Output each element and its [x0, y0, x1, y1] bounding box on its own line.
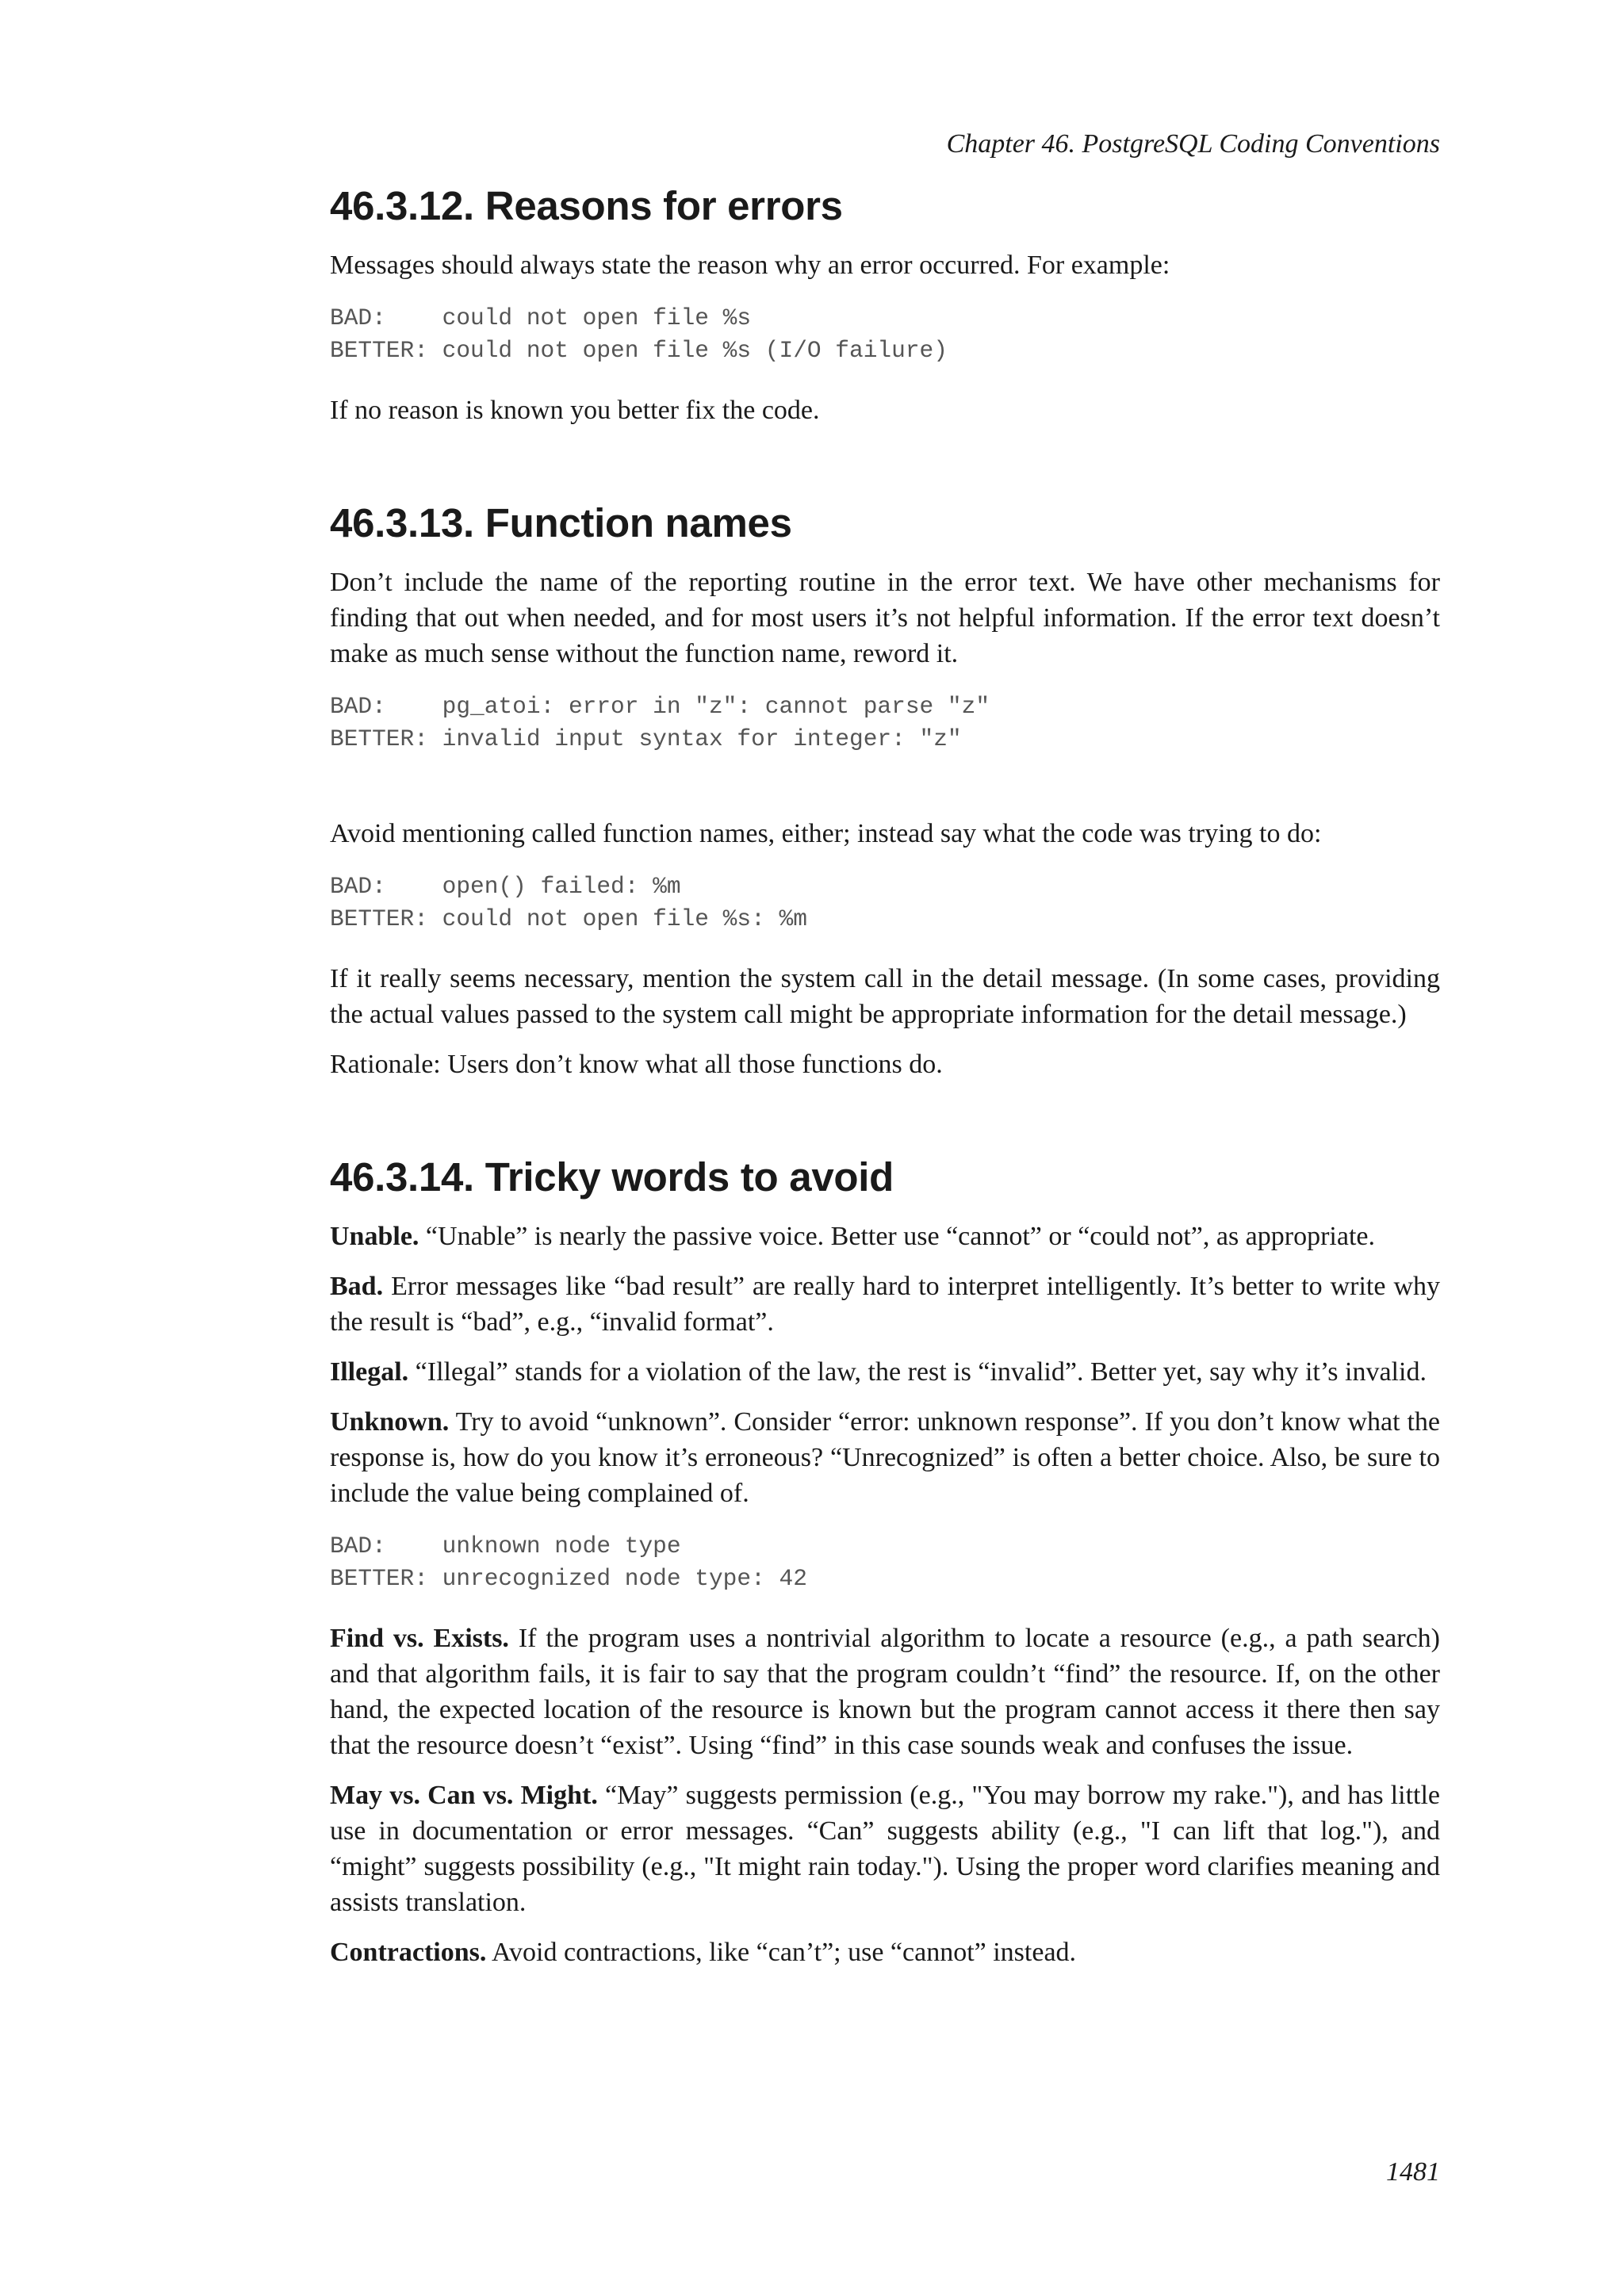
code-line: BETTER: could not open file %s: %m: [330, 905, 807, 932]
code-example: [330, 691, 1440, 756]
definition-text: Try to avoid “unknown”. Consider “error: unknown response”. If you don’t know what the response is, how do you know it’s erroneous? “Unrecognized” is often a better choice. Also, be sure to include the value being complained of.: [330, 1407, 1441, 1508]
code-line: BETTER: unrecognized node type: 42: [330, 1565, 807, 1592]
definition-item: [330, 1777, 1440, 1920]
section-tricky-words: [330, 1154, 1440, 1970]
section-heading: 46.3.12. Reasons for errors: [330, 183, 843, 228]
definition-term: Bad.: [330, 1272, 384, 1301]
definition-text: Error messages like “bad result” are really hard to interpret intelligently. It’s better to write why the result is “bad”, e.g., “invalid format”.: [330, 1272, 1440, 1337]
definition-item: [330, 1934, 1440, 1970]
code-example: [330, 302, 1440, 367]
code-line: BETTER: invalid input syntax for integer: "z": [330, 725, 962, 752]
definition-term: Contractions.: [330, 1938, 487, 1967]
definition-text: “Unable” is nearly the passive voice. Better use “cannot” or “could not”, as appropriate.: [425, 1222, 1375, 1251]
paragraph: Avoid mentioning called function names, either; instead say what the code was trying to do:: [330, 819, 1322, 848]
paragraph: If no reason is known you better fix the code.: [330, 396, 820, 425]
page-number: 1481: [1386, 2157, 1440, 2187]
paragraph: If it really seems necessary, mention the system call in the detail message. (In some cases, providing the actual values passed to the system call might be appropriate information for the detail message.): [330, 964, 1440, 1029]
definition-item: [330, 1269, 1440, 1340]
page-content: [330, 182, 1440, 1984]
code-line: BAD: open() failed: %m: [330, 873, 681, 900]
definition-item: [330, 1404, 1440, 1511]
paragraph: Don’t include the name of the reporting routine in the error text. We have other mechanisms for finding that out when needed, and for most users it’s not helpful information. If the error text doesn’t make as much sense without the function name, reword it.: [330, 568, 1440, 668]
definition-item: [330, 1219, 1440, 1254]
code-example: [330, 1530, 1440, 1595]
code-example: [330, 871, 1440, 936]
definition-term: Illegal.: [330, 1357, 409, 1387]
definition-text: Avoid contractions, like “can’t”; use “cannot” instead.: [492, 1938, 1077, 1967]
definition-term: Unable.: [330, 1222, 419, 1251]
section-heading: 46.3.13. Function names: [330, 500, 792, 545]
definition-item: [330, 1621, 1440, 1763]
definition-item: [330, 1354, 1440, 1390]
section-heading: 46.3.14. Tricky words to avoid: [330, 1154, 894, 1200]
definition-text: “May” suggests permission (e.g., "You may borrow my rake."), and has little use in documentation or error messages. “Can” suggests ability (e.g., "I can lift that log."), and “might” suggests possibility (e.g., "It might rain today."). Using the proper word clarifies meaning and assists translation.: [330, 1781, 1441, 1917]
code-line: BETTER: could not open file %s (I/O failure): [330, 337, 948, 364]
section-reasons-for-errors: [330, 182, 1440, 428]
definition-term: Find vs. Exists.: [330, 1624, 509, 1653]
code-line: BAD: unknown node type: [330, 1533, 681, 1559]
code-line: BAD: pg_atoi: error in "z": cannot parse "z": [330, 693, 990, 720]
definition-term: Unknown.: [330, 1407, 450, 1437]
code-line: BAD: could not open file %s: [330, 304, 752, 331]
definition-text: “Illegal” stands for a violation of the law, the rest is “invalid”. Better yet, say why it’s invalid.: [415, 1357, 1427, 1387]
paragraph: Rationale: Users don’t know what all those functions do.: [330, 1050, 943, 1079]
running-header: Chapter 46. PostgreSQL Coding Conventions: [946, 129, 1440, 159]
definition-term: May vs. Can vs. Might.: [330, 1781, 598, 1810]
section-function-names: [330, 499, 1440, 1082]
definition-text: If the program uses a nontrivial algorithm to locate a resource (e.g., a path search) and that algorithm fails, it is fair to say that the program couldn’t “find” the resource. If, on the other hand, the expected location of the resource is known but the program cannot access it there then say that the resource doesn’t “exist”. Using “find” in this case sounds weak and confuses the issue.: [330, 1624, 1440, 1760]
paragraph: Messages should always state the reason why an error occurred. For example:: [330, 251, 1170, 280]
